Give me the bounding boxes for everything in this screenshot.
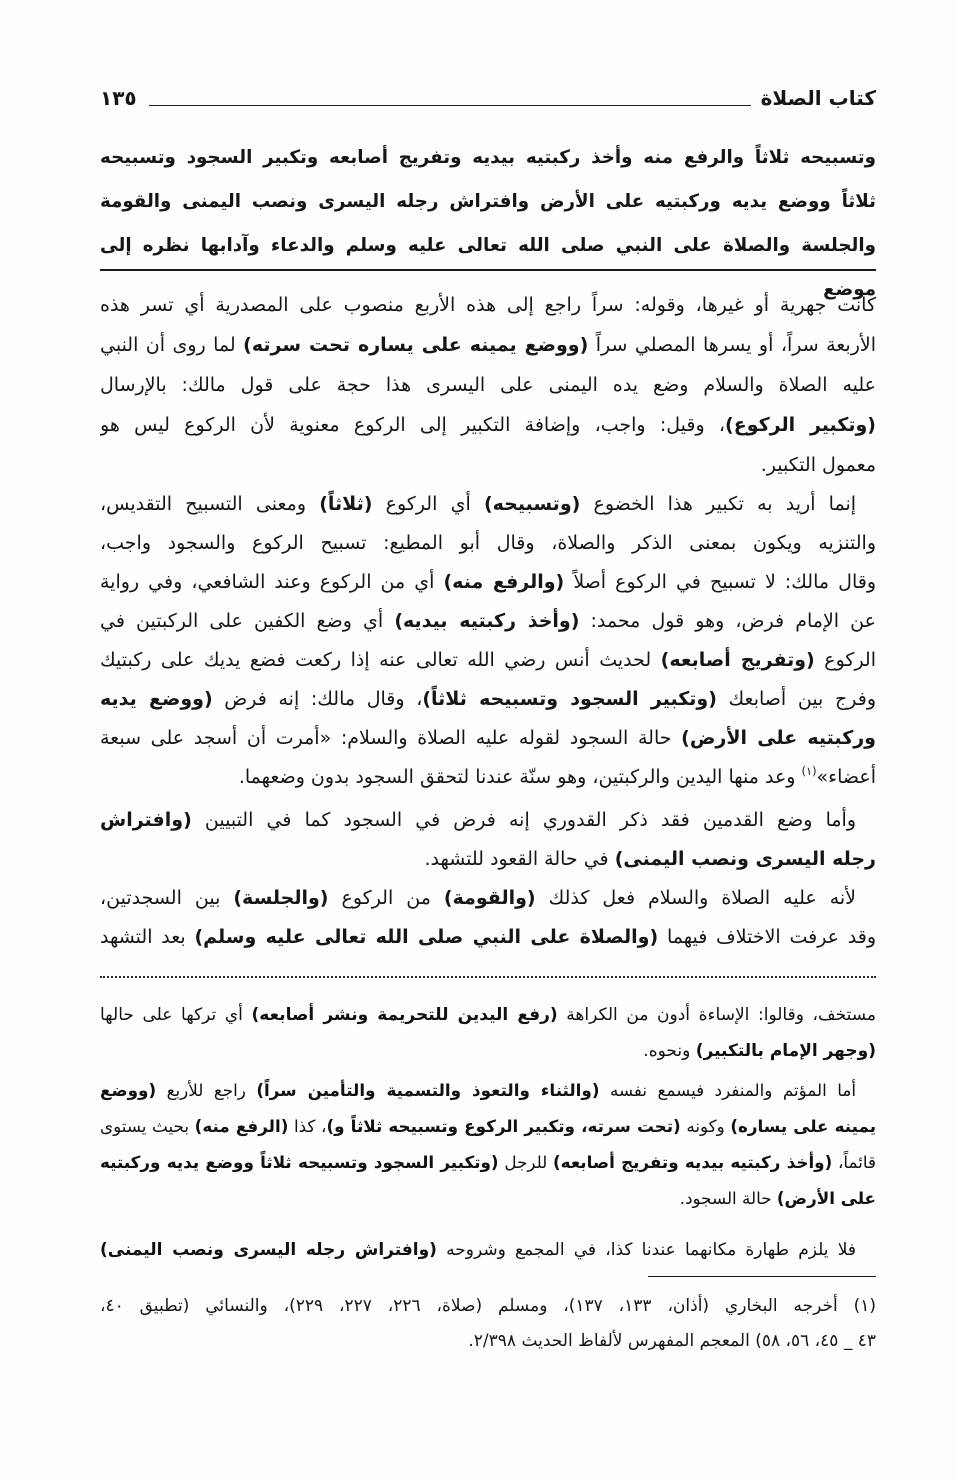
text-run: (١) أخرجه البخاري (أذان، ١٣٣، ١٣٧)، ومسلم (صلاة، ٢٢٦، ٢٢٧، ٢٢٩)، والنسائي (تطبيق ٤٠، bbox=[100, 1296, 876, 1316]
text-run: من الركوع bbox=[328, 887, 444, 909]
text-run: ، وقال مالك: إنه فرض bbox=[212, 688, 423, 710]
text-run: إنما أريد به تكبير هذا الخضوع bbox=[580, 493, 857, 515]
text-line bbox=[100, 1289, 876, 1324]
text-run: بين السجدتين، bbox=[100, 887, 234, 909]
text-line bbox=[100, 180, 876, 224]
quoted-matn-phrase: (وأخذ ركبتيه بيديه) bbox=[394, 610, 580, 632]
text-line bbox=[100, 918, 876, 957]
text-line bbox=[100, 719, 876, 758]
quoted-matn-phrase: يمينه على يساره) bbox=[730, 1116, 876, 1136]
text-run: والتنزيه ويكون بمعنى الذكر والصلاة، وقال أبو المطيع: تسبيح الركوع والسجود واجب، bbox=[100, 532, 876, 554]
text-run: في حالة القعود للتشهد. bbox=[424, 848, 615, 870]
quoted-matn-phrase: (ثلاثاً) bbox=[319, 493, 373, 515]
text-run: ، وقيل: واجب، وإضافة التكبير إلى الركوع معنوية لأن الركوع ليس هو bbox=[100, 414, 726, 436]
quoted-matn-phrase: (وتكبير السجود وتسبيحه ثلاثاً ووضع يديه وركبتيه bbox=[100, 1152, 499, 1172]
text-line bbox=[100, 1033, 876, 1069]
text-run: ٤٣ _ ٤٥، ٥٦، ٥٨) المعجم المفهرس لألفاظ الحديث ٢/٣٩٨. bbox=[468, 1331, 876, 1351]
text-line bbox=[100, 879, 876, 918]
text-line bbox=[100, 485, 876, 524]
text-line bbox=[100, 680, 876, 719]
text-run: للرجل bbox=[498, 1152, 554, 1172]
text-line bbox=[100, 1144, 876, 1180]
quoted-matn-phrase: (وجهر الإمام بالتكبير) bbox=[695, 1041, 876, 1061]
page-number: ١٣٥ bbox=[100, 86, 137, 110]
text-line bbox=[100, 1324, 876, 1359]
text-line bbox=[100, 445, 876, 485]
quoted-matn-phrase: (ووضع bbox=[100, 1080, 157, 1100]
text-line bbox=[100, 136, 876, 180]
quoted-matn-phrase: (والجلسة) bbox=[233, 887, 329, 909]
text-run: وتسبيحه ثلاثاً والرفع منه وأخذ ركبتيه بيديه وتفريج أصابعه وتكبير السجود وتسبيحه bbox=[100, 147, 876, 168]
text-run: فلا يلزم طهارة مكانهما عندنا كذا، في المجمع وشروحه bbox=[436, 1240, 856, 1260]
text-run: الركوع bbox=[814, 649, 876, 671]
text-line bbox=[100, 524, 876, 563]
quoted-matn-phrase: (والصلاة على النبي صلى الله تعالى عليه وسلم) bbox=[194, 926, 659, 948]
text-line bbox=[100, 325, 876, 365]
commentary-paragraph bbox=[100, 285, 876, 485]
text-run: ونحوه. bbox=[643, 1041, 696, 1061]
text-run: مستخف، وقالوا: الإساءة أدون من الكراهة bbox=[557, 1005, 876, 1025]
text-run: ثلاثاً ووضع يديه وركبتيه على الأرض وافتراش رجله اليسرى ونصب اليمنى والقومة bbox=[100, 191, 876, 212]
text-run: راجع للأربع bbox=[156, 1080, 257, 1100]
header-rule bbox=[149, 105, 751, 106]
quoted-matn-phrase: (والرفع منه) bbox=[443, 571, 565, 593]
text-run: بحيث يستوى bbox=[100, 1116, 195, 1136]
commentary-paragraph bbox=[100, 879, 876, 957]
lower-commentary-paragraph bbox=[100, 1072, 876, 1216]
quoted-matn-phrase: (وافتراش رجله اليسرى ونصب اليمنى) bbox=[100, 1240, 437, 1260]
quoted-matn-phrase: (الرفع منه) bbox=[194, 1116, 289, 1136]
chapter-title: كتاب الصلاة bbox=[760, 86, 876, 110]
text-run: ومعنى التسبيح التقديس، bbox=[100, 493, 320, 515]
text-run: والجلسة والصلاة على النبي صلى الله تعالى عليه وسلم والدعاء وآدابها نظره إلى موضع bbox=[100, 235, 876, 300]
quoted-matn-phrase: (والثناء والتعوذ والتسمية والتأمين سراً) bbox=[256, 1080, 600, 1100]
text-run: أما المؤتم والمنفرد فيسمع نفسه bbox=[599, 1080, 856, 1100]
text-run: قائماً، bbox=[832, 1152, 876, 1172]
text-run: أي من الركوع وعند الشافعي، وفي رواية bbox=[100, 571, 444, 593]
text-run: وقال مالك: لا تسبيح في الركوع أصلاً bbox=[564, 571, 876, 593]
text-line bbox=[100, 1072, 876, 1108]
text-line bbox=[100, 1180, 876, 1216]
text-run: معمول التكبير. bbox=[760, 454, 876, 476]
text-line bbox=[100, 602, 876, 641]
matn-separator-rule bbox=[100, 269, 876, 271]
text-run: الأربعة سراً، أو يسرها المصلي سراً bbox=[588, 334, 876, 356]
text-run: كانت جهرية أو غيرها، وقوله: سراً راجع إلى هذه الأربع منصوب على المصدرية أي تسر هذه bbox=[100, 294, 876, 316]
text-run: بعد التشهد bbox=[100, 926, 195, 948]
text-line bbox=[100, 997, 876, 1033]
text-run: وقد عرفت الاختلاف فيهما bbox=[658, 926, 876, 948]
quoted-matn-phrase: وركبتيه على الأرض) bbox=[681, 727, 876, 749]
text-run: لما روى أن النبي bbox=[100, 334, 244, 356]
text-line bbox=[100, 1108, 876, 1144]
quoted-matn-phrase: (ووضع يديه bbox=[100, 688, 213, 710]
text-line bbox=[100, 365, 876, 405]
text-line bbox=[100, 1232, 876, 1268]
text-run: حالة السجود. bbox=[679, 1188, 777, 1208]
text-line bbox=[100, 563, 876, 602]
text-run: وفرج بين أصابعك bbox=[716, 688, 876, 710]
lower-commentary-paragraph bbox=[100, 1232, 876, 1268]
text-run: حالة السجود لقوله عليه الصلاة والسلام: «أمرت أن أسجد على سبعة bbox=[100, 727, 682, 749]
quoted-matn-phrase: (وتكبير الركوع) bbox=[725, 414, 876, 436]
quoted-matn-phrase: (وأخذ ركبتيه بيديه وتفريج أصابعه) bbox=[553, 1152, 833, 1172]
commentary-paragraph bbox=[100, 485, 876, 797]
text-run: وعد منها اليدين والركبتين، وهو سنّة عندنا لتحقق السجود بدون وضعهما. bbox=[238, 766, 802, 788]
text-run: وكونه bbox=[680, 1116, 731, 1136]
running-header bbox=[100, 82, 876, 112]
text-run: أي الركوع bbox=[372, 493, 484, 515]
text-line bbox=[100, 801, 876, 840]
quoted-matn-phrase: (والقومة) bbox=[443, 887, 536, 909]
quoted-matn-phrase: (رفع اليدين للتحريمة ونشر أصابعه) bbox=[251, 1005, 558, 1025]
quoted-matn-phrase: (وتسبيحه) bbox=[483, 493, 581, 515]
text-run: لأنه عليه الصلاة والسلام فعل كذلك bbox=[535, 887, 857, 909]
quoted-matn-phrase: (وتكبير السجود وتسبيحه ثلاثاً) bbox=[422, 688, 717, 710]
lower-commentary-paragraph bbox=[100, 997, 876, 1069]
text-run: عليه الصلاة والسلام وضع يده اليمنى على اليسرى هذا حجة على قول مالك: بالإرسال bbox=[100, 374, 876, 396]
quoted-matn-phrase: (وتفريج أصابعه) bbox=[660, 649, 815, 671]
text-run: لحديث أنس رضي الله تعالى عنه إذا ركعت فضع يديك على ركبتيك bbox=[100, 649, 661, 671]
text-run: أي وضع الكفين على الركبتين في bbox=[100, 610, 395, 632]
text-line bbox=[100, 285, 876, 325]
commentary-separator-dotted bbox=[100, 976, 876, 978]
quoted-matn-phrase: رجله اليسرى ونصب اليمنى) bbox=[614, 848, 876, 870]
text-line bbox=[100, 641, 876, 680]
text-run: وأما وضع القدمين فقد ذكر القدوري إنه فرض في السجود كما في التبيين bbox=[191, 809, 856, 831]
footnote-rule bbox=[648, 1276, 876, 1277]
quoted-matn-phrase: (ووضع يمينه على يساره تحت سرته) bbox=[243, 334, 589, 356]
text-run: أي تركها على حالها bbox=[100, 1005, 252, 1025]
text-run: ، كذا bbox=[288, 1116, 327, 1136]
text-run: أعضاء» bbox=[816, 766, 876, 788]
text-line bbox=[100, 405, 876, 445]
commentary-paragraph bbox=[100, 801, 876, 879]
footnote bbox=[100, 1289, 876, 1359]
quoted-matn-phrase: (وافتراش bbox=[100, 809, 192, 831]
quoted-matn-phrase: (تحت سرته، وتكبير الركوع وتسبيحه ثلاثاً و) bbox=[326, 1116, 681, 1136]
text-line bbox=[100, 840, 876, 879]
text-run: عن الإمام فرض، وهو قول محمد: bbox=[579, 610, 876, 632]
quoted-matn-phrase: على الأرض) bbox=[776, 1188, 876, 1208]
text-line bbox=[100, 758, 876, 797]
footnote-marker: (١) bbox=[801, 764, 817, 779]
